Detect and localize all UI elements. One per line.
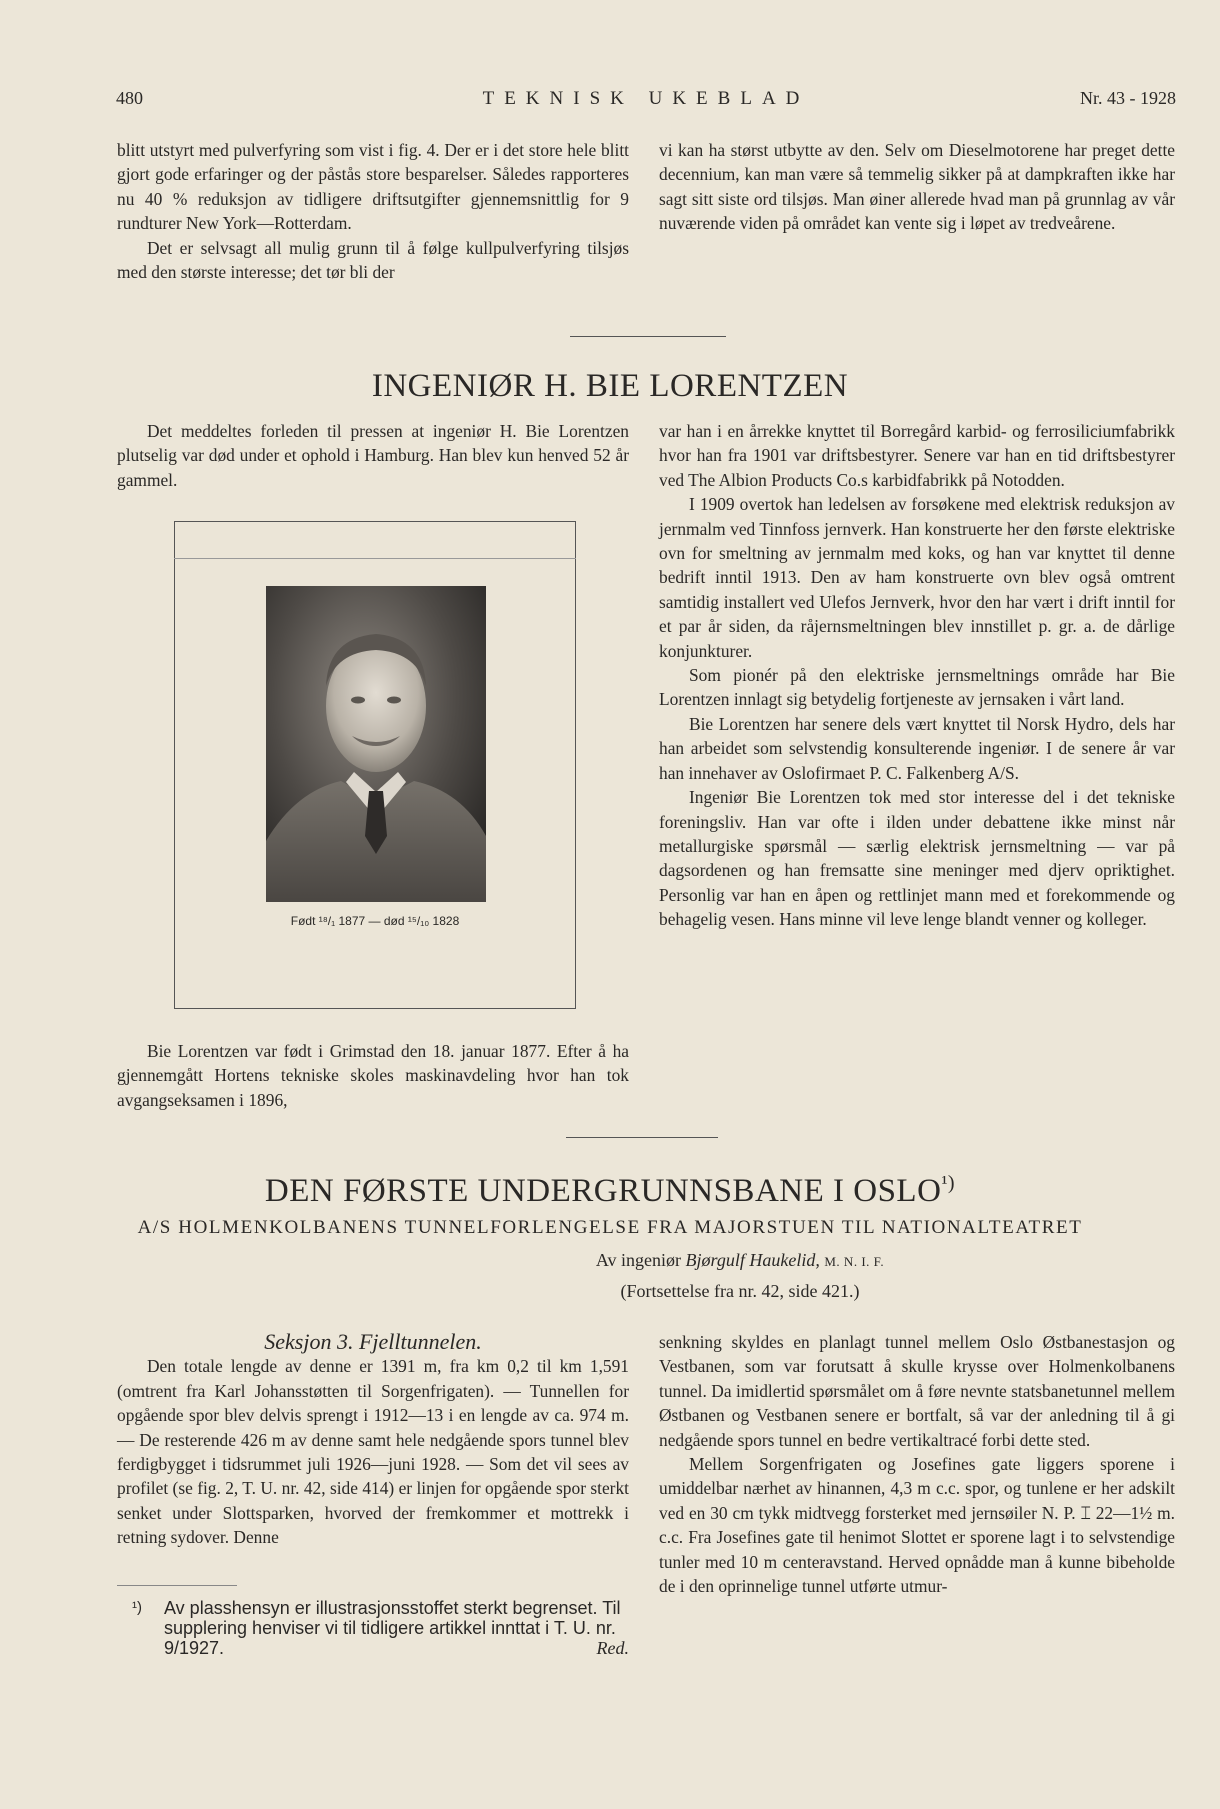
article-title — [0, 1172, 1220, 1210]
footnote — [132, 1598, 629, 1658]
article-subtitle: A/S HOLMENKOLBANENS TUNNELFORLENGELSE FRA MAJORSTUEN TIL NATIONALTEATRET — [137, 1217, 1083, 1238]
footnote-mark: ¹) — [132, 1599, 142, 1616]
obituary-left-column — [117, 1039, 629, 1112]
frame-line — [174, 558, 576, 559]
page-number: 480 — [116, 88, 143, 108]
issue-number: Nr. 43 - 1928 — [1080, 88, 1176, 108]
footnote-text: Av plasshensyn er illustrasjonsstoffet sterkt begrenset. Til supplering henviser vi til tidligere artikkel innttat i T. U. nr. 9/1927. — [164, 1598, 621, 1658]
paragraph: Den totale lengde av denne er 1391 m, fra km 0,2 til km 1,591 (omtrent fra Karl Johansstøtten til Sorgenfrigaten). — Tunnellen for opgående spor blev delvis sprengt i 1912—13 i en lengde av ca. 974 m. — De resterende 426 m av denne samt hele nedgående spors tunnel blev ferdigbygget i tidsrummet juli 1926—juni 1928. — Som det vil sees av profilet (se fig. 2, T. U. nr. 42, side 414) er linjen for opgående spor sterkt senket under Slottsparken, hvorved der fremkommer et mottrekk i retning sydover. Denne — [117, 1356, 629, 1548]
running-header — [116, 88, 1176, 118]
obituary-right-column — [659, 419, 1175, 932]
paragraph: Bie Lorentzen har senere dels vært knyttet til Norsk Hydro, dels har han arbeidet som selvstendig konsulterende ingeniør. I de senere år var han innehaver av Oslofirmaet P. C. Falkenberg A/S. — [659, 713, 1175, 783]
paragraph: vi kan ha størst utbytte av den. Selv om Dieselmotorene har preget dette decennium, kan man være så temmelig sikker på at dampkraften ikke har sagt sitt siste ord tilsjøs. Man øiner allerede hvad man på grunnlag av vår nuværende viden på området kan vente sig i løpet av tredveårene. — [659, 140, 1175, 234]
byline-prefix: Av ingeniør — [595, 1250, 682, 1270]
paragraph: I 1909 overtok han ledelsen av forsøkene med elektrisk reduksjon av jernmalm ved Tinnfoss jernverk. Han konstruerte her den første elektriske ovn for smeltning av jernmalm med koks, og han var knyttet til denne bedrift inntil 1913. Den av ham konstruerte ovn blev også omtrent samtidig installert ved Ulefos Jernverk, hvor den har vært i drift inntil for et par år siden, da råjernsmeltningen blev innstillet p. gr. a. de dårlige konjunkturer. — [659, 494, 1175, 661]
article-byline — [0, 1250, 1220, 1271]
article-left-column — [117, 1330, 629, 1550]
author-affiliation: M. N. I. F. — [824, 1254, 885, 1269]
prev-article-right-column — [659, 138, 1175, 236]
section-title: Seksjon 3. Fjelltunnelen. — [264, 1329, 482, 1354]
paragraph: Ingeniør Bie Lorentzen tok med stor interesse del i det tekniske foreningsliv. Han var ofte i ilden under debattene ikke minst når metallurgiske spørsmål — særlig elektrisk jernsmeltning — var på dagsordenen og han fremsatte sine meninger med djerv opriktighet. Personlig var han en åpen og rettlinjet mann med et forekommende og behagelig vesen. Hans minne vil leve lenge blandt venner og kolleger. — [659, 787, 1175, 930]
section-divider — [566, 1137, 718, 1138]
footnote-signature: Red. — [596, 1638, 629, 1658]
paragraph: Mellem Sorgenfrigaten og Josefines gate liggers sporene i umiddelbar nærhet av hinannen, 4,3 m c.c. spor, og tunlene er her adskilt ved en 30 cm tykk midtvegg forsterket med jernsøiler N. P. ⌶ 22—1½ m. c.c. Fra Josefines gate til henimot Slottet er sporene lagt i to selvstendige tunler med 10 m centeravstand. Herved opnådde man å kunne bibeholde de i den oprinnelige tunnel utførte utmur- — [659, 1454, 1175, 1597]
paragraph: Som pionér på den elektriske jernsmeltnings område har Bie Lorentzen innlagt sig betydelig fortjeneste av jernsaken i vårt land. — [659, 665, 1175, 710]
photo-caption: Født ¹⁸/₁ 1877 — død ¹⁵/₁₀ 1828 — [290, 914, 460, 928]
portrait-frame — [174, 521, 576, 1009]
paragraph: senkning skyldes en planlagt tunnel mellem Oslo Østbanestasjon og Vestbanen, som var forutsatt å skulle krysse over Holmenkolbanens tunnel. Da imidlertid spørsmålet om å føre nevnte statsbanetunnel mellem Østbanen og Vestbanen senere er bortfalt, så var der anledning til å gi nedgående spors tunnel en bedre vertikaltracé forbi dette sted. — [659, 1332, 1175, 1450]
paragraph: var han i en årrekke knyttet til Borregård karbid- og ferrosiliciumfabrikk hvor han fra 1901 var driftsbestyrer. Senere var han en tid driftsbestyrer ved The Albion Products Co.s karbidfabrikk på Notodden. — [659, 421, 1175, 490]
title-footnote-mark: ¹) — [941, 1172, 956, 1194]
article-right-column — [659, 1330, 1175, 1598]
journal-title: TEKNISK UKEBLAD — [482, 88, 810, 109]
author-name: Bjørgulf Haukelid, — [685, 1250, 820, 1270]
continuation-note: (Fortsettelse fra nr. 42, side 421.) — [620, 1281, 860, 1301]
footnote-divider — [117, 1585, 237, 1586]
article-title-text: DEN FØRSTE UNDERGRUNNSBANE I OSLO — [264, 1173, 942, 1209]
paragraph: Det meddeltes forleden til pressen at ingeniør H. Bie Lorentzen plutselig var død under et ophold i Hamburg. Han blev kun henved 52 år gammel. — [117, 421, 629, 490]
paragraph: blitt utstyrt med pulverfyring som vist i fig. 4. Der er i det store hele blitt gjort gode erfaringer og der påstås store besparelser. Således rapporteres nu 40 % reduksjon av tidligere driftsutgifter gjennemsnittlig for 9 rundturer New York—Rotterdam. — [117, 140, 629, 234]
paragraph: Bie Lorentzen var født i Grimstad den 18. januar 1877. Efter å ha gjennemgått Hortens tekniske skoles maskinavdeling hvor han tok avgangseksamen i 1896, — [117, 1041, 629, 1110]
obituary-intro — [117, 419, 629, 492]
portrait-photo — [266, 586, 486, 902]
obituary-title: INGENIØR H. BIE LORENTZEN — [371, 368, 849, 404]
section-divider — [570, 336, 726, 337]
prev-article-left-column — [117, 138, 629, 284]
paragraph: Det er selvsagt all mulig grunn til å følge kullpulverfyring tilsjøs med den største interesse; det tør bli der — [117, 237, 629, 283]
